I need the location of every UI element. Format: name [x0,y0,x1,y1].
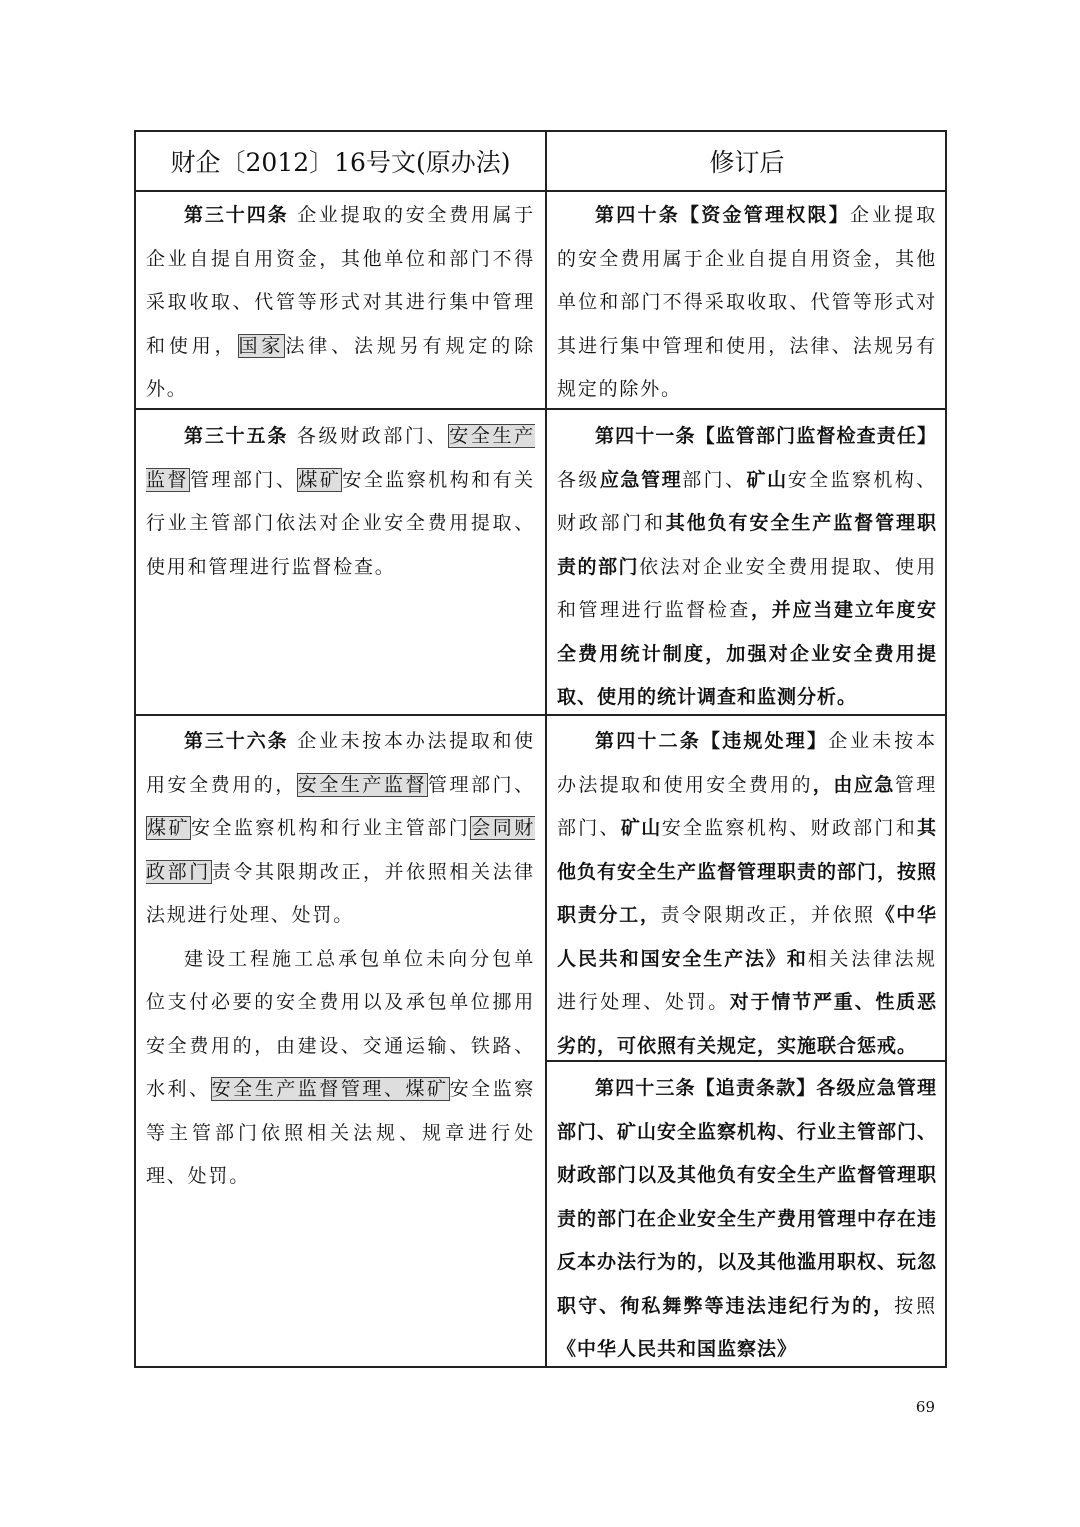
header-revised: 修订后 [709,148,785,177]
text-segment: 安全监察机构、财政部门和 [661,817,917,839]
bold-text: 第三十六条 [184,730,289,752]
text-segment: 责令限期改正，并依照 [660,904,876,926]
row-divider [136,190,945,192]
text-segment: 按照 [894,1294,937,1317]
bold-text: 各级应急管理部门、矿山安全监察机构、行业主管部门、财政部门以及其他负有安全生产监督管理职责的部门在企业安全生产费用管理中存在违反本办法行为的，以及其他滥用职权、玩忽职守、徇私舞弊等违法违纪行为的， [557,1077,938,1317]
text-segment: 安全监察等主管部门依照相关法规、规章进行处理、处罚。 [146,1078,535,1187]
text-segment: 管理部门、 [557,773,937,839]
row4-revised [547,1067,947,1372]
article-43-text [557,1067,937,1372]
bold-text: ，由应急 [812,773,895,796]
highlighted-text: 安全生产监督管理、煤矿 [211,1078,449,1100]
bold-text: 第四十三条【追责条款】 [595,1077,817,1099]
text-segment: 企业未按本办法提取和使用安全费用的 [557,730,937,796]
article-41-text [557,415,937,720]
text-segment: 企业提取的安全费用属于企业自提自用资金，其他单位和部门不得采取收取、代管等形式对其进行集中管理和使用， [146,204,535,357]
header-original: 财企〔2012〕16号文(原办法) [170,148,511,177]
text-segment: 管理部门、 [428,773,535,796]
article-40-text [557,194,937,412]
article-42-text [557,720,937,1068]
text-segment: 安全监察机构和有关行业主管部门依法对企业安全费用提取、使用和管理进行监督检查。 [146,468,535,578]
bold-text: 矿山 [746,468,788,491]
article-35-text [146,415,535,589]
bold-text: 矿山 [620,817,662,839]
highlighted-text: 安全生产监督 [297,773,428,796]
bold-text: 第四十一条【监管部门监督检查责任】 [595,425,937,447]
text-segment: 法律、法规另有规定的除外。 [146,334,535,400]
text-segment: 企业未按本办法提取和使用安全费用的， [146,730,535,796]
bold-text: 其他负有安全生产监督管理职责的部门，按照职责分工， [557,817,938,926]
text-segment: 安全监察机构和行业主管部门 [190,817,471,839]
text-segment: 责令其限期改正，并依照相关法律法规进行处理、处罚。 [146,860,535,926]
highlighted-text: 煤矿 [147,817,190,839]
bold-text: ，并应当建立年度安全费用统计制度，加强对企业安全费用提取、使用的统计调查和监测分析。 [557,599,937,708]
text-segment: 各级 [557,468,600,491]
row2-revised [547,415,947,720]
row1-revised [547,194,947,412]
bold-text: 《中华人民共和国安全生产法》和 [557,904,937,970]
highlighted-text: 国家 [238,334,285,357]
page-number: 69 [915,1398,935,1416]
comparison-table [134,130,947,1368]
text-segment: 建设工程施工总承包单位未向分包单位支付必要的安全费用以及承包单位挪用安全费用的，由建设、交通运输、铁路、水利、 [146,947,535,1100]
article-36-paragraph-2 [146,938,535,1199]
article-34-text [146,194,535,412]
bold-text: 对于情节严重、性质恶劣的，可依照有关规定，实施联合惩戒。 [557,991,937,1057]
text-segment: 各级财政部门、 [288,425,449,447]
row1-original [136,194,545,412]
text-segment: 管理部门、 [189,468,298,491]
text-segment: 部门、 [682,468,747,491]
bold-text: 《中华人民共和国监察法》 [557,1338,798,1360]
text-segment: 安全监察机构、财政部门和 [557,468,937,534]
highlighted-text: 煤矿 [298,468,342,491]
row3-revised [547,720,947,1068]
bold-text: 第三十四条 [184,204,289,226]
bold-text: 第四十二条【违规处理】 [595,730,829,752]
bold-text: 其他负有安全生产监督管理职责的部门 [557,512,937,578]
text-segment: 依法对企业安全费用提取、使用和管理进行监督检查 [557,555,937,621]
bold-text: 第三十五条 [184,425,289,447]
highlighted-text: 安全生产监督 [146,425,535,491]
bold-text: 第四十条【资金管理权限】 [595,204,851,226]
bold-text: 应急管理 [599,468,683,491]
text-segment: 相关法律法规进行处理、处罚。 [557,947,937,1013]
highlighted-text: 会同财政部门 [146,817,535,883]
row3-original [136,720,545,1199]
row2-original [136,415,545,589]
text-segment: 企业提取的安全费用属于企业自提自用资金，其他单位和部门不得采取收取、代管等形式对其进行集中管理和使用，法律、法规另有规定的除外。 [557,204,937,400]
article-36-text [146,720,535,938]
